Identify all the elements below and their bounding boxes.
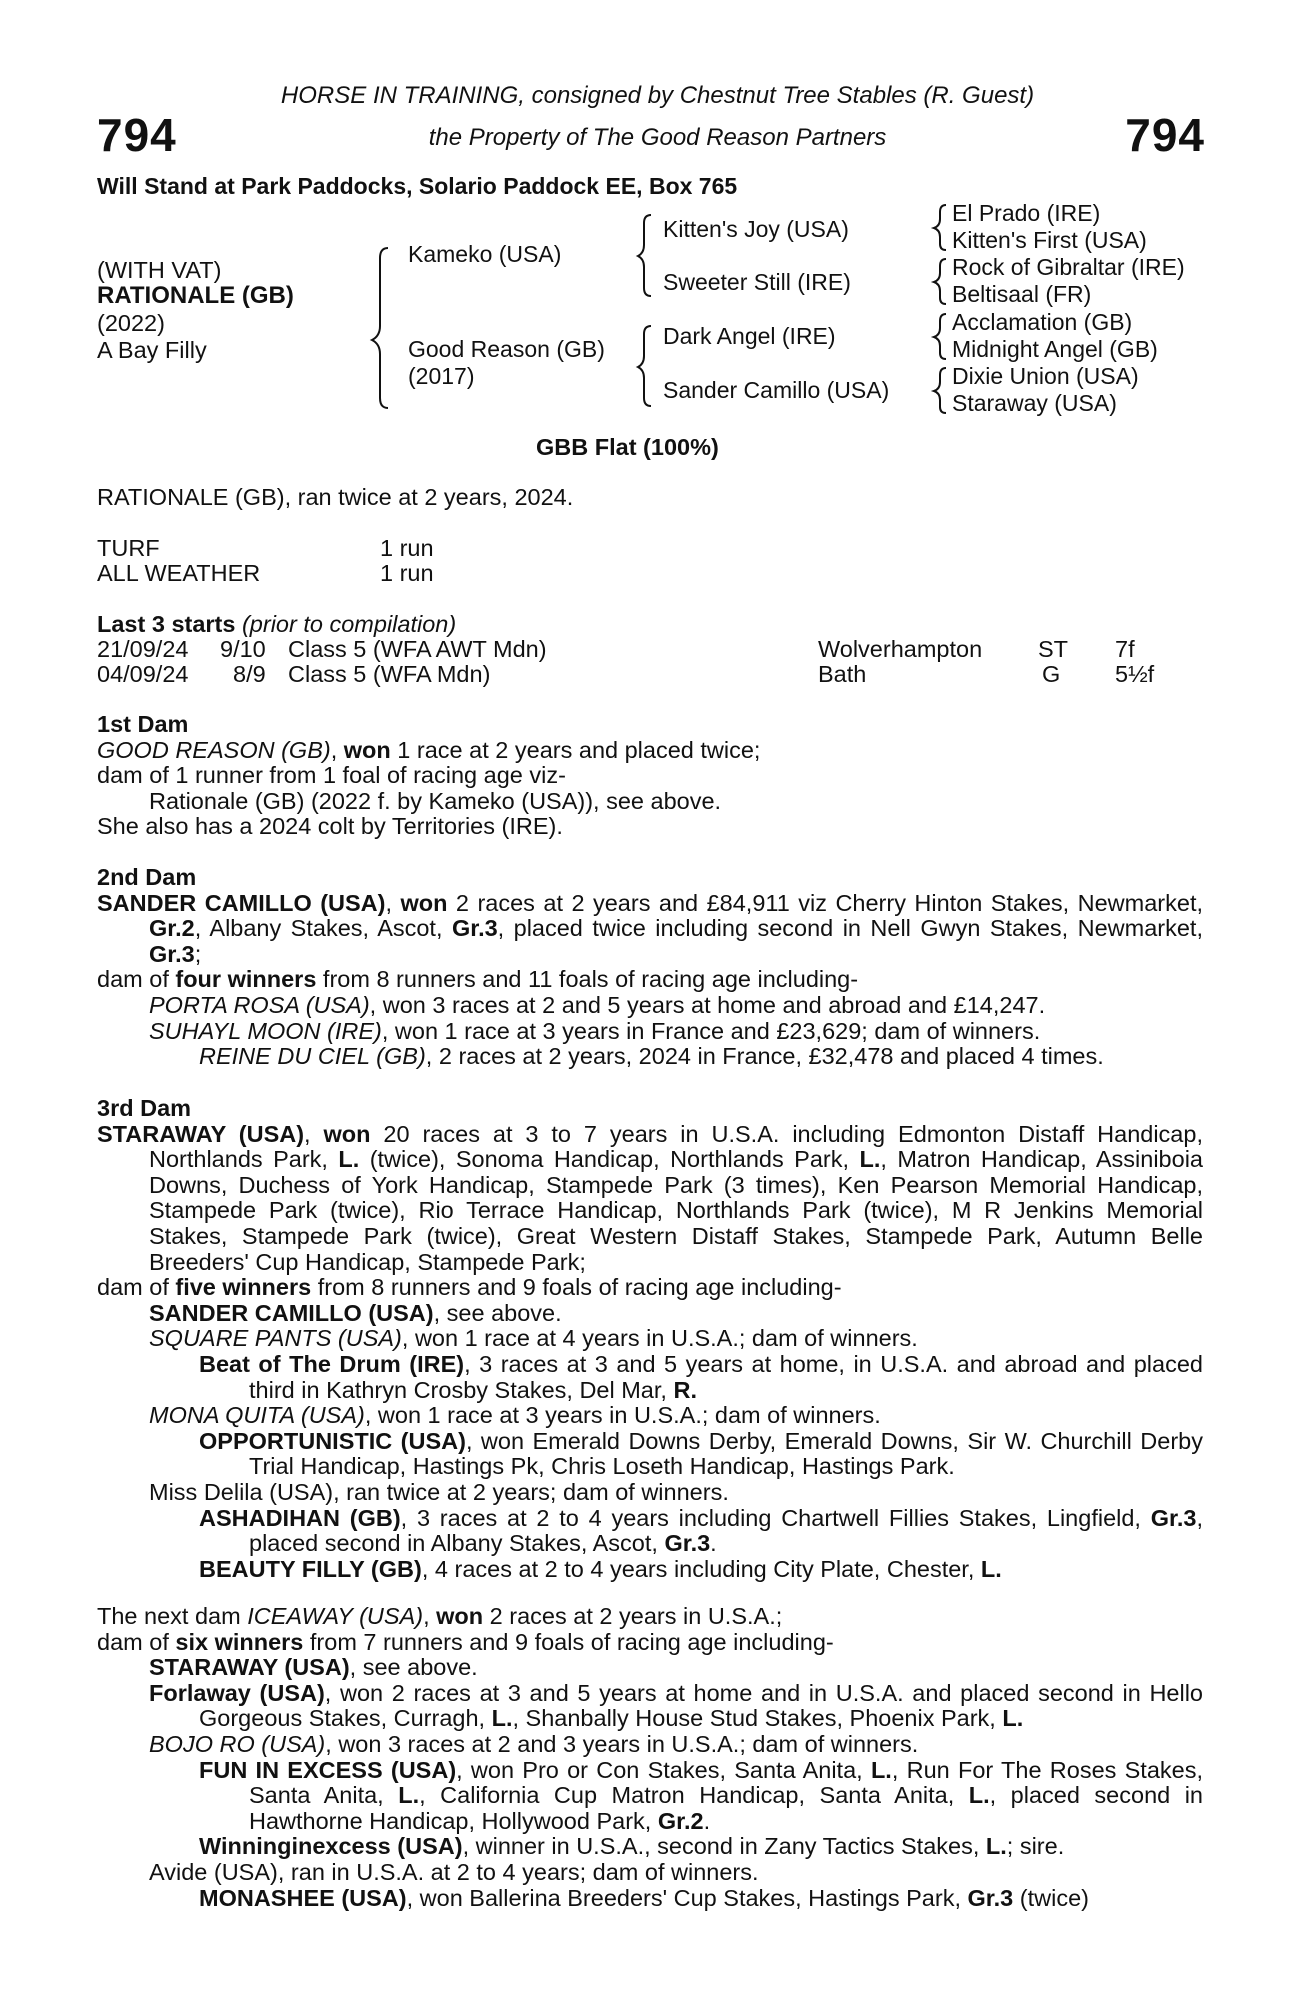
first-dam-section xyxy=(97,712,1203,840)
dam-of-text: from 7 runners and 9 foals of racing age including- xyxy=(303,1628,834,1655)
next-dam-produce-1 xyxy=(97,1655,1203,1681)
produce-text: , 2 races at 2 years, 2024 in France, £32,478 and placed 4 times. xyxy=(425,1043,1104,1070)
surface-turf-label: TURF xyxy=(97,535,160,561)
produce-text: , see above. xyxy=(433,1299,562,1326)
second-dam-produce-2 xyxy=(97,1019,1203,1045)
third-dam-section xyxy=(97,1096,1203,1582)
next-dam-produce-4a xyxy=(97,1886,1203,1912)
first-dam-line1: GOOD REASON (GB), won 1 race at 2 years and placed twice; xyxy=(97,736,761,763)
first-dam-won: won xyxy=(343,736,391,763)
grade-badge: L. xyxy=(870,1756,892,1783)
produce-text: , winner in U.S.A., second in Zany Tactics Stakes, xyxy=(462,1833,986,1860)
next-dam-produce-2 xyxy=(97,1681,1203,1732)
second-dam-won: won xyxy=(400,889,448,916)
start-dist-2: 5½f xyxy=(1115,661,1155,687)
produce-name: ASHADIHAN (GB) xyxy=(199,1504,401,1531)
start-course-2: Bath xyxy=(818,661,867,687)
grade-badge: L. xyxy=(859,1146,881,1173)
next-dam-name: ICEAWAY (USA) xyxy=(247,1603,424,1629)
third-dam-produce xyxy=(97,1275,1203,1301)
third-dam-produce-3 xyxy=(97,1403,1203,1429)
grade-badge: L. xyxy=(968,1782,990,1809)
grade-badge: L. xyxy=(985,1833,1007,1860)
produce-name: MONA QUITA (USA) xyxy=(149,1402,365,1429)
second-dam-produce xyxy=(97,967,1203,993)
produce-name: SUHAYL MOON (IRE) xyxy=(149,1017,382,1044)
grade-badge: R. xyxy=(673,1376,697,1403)
pedigree-sds: Rock of Gibraltar (IRE) xyxy=(952,254,1185,280)
grade-badge: Gr.3 xyxy=(451,915,498,942)
stand-location: Will Stand at Park Paddocks, Solario Paddock EE, Box 765 xyxy=(97,173,738,199)
grade-badge: Gr.3 xyxy=(967,1884,1014,1911)
property-line: the Property of The Good Reason Partners xyxy=(428,124,887,151)
first-dam-line4: She also has a 2024 colt by Territories (IRE). xyxy=(97,813,563,840)
produce-name: REINE DU CIEL (GB) xyxy=(199,1043,426,1070)
produce-name: Forlaway (USA) xyxy=(149,1679,325,1706)
surface-aw-value: 1 run xyxy=(380,560,434,586)
grade-badge: Gr.2 xyxy=(657,1807,704,1834)
grade-badge: Gr.2 xyxy=(149,915,195,942)
produce-name: FUN IN EXCESS (USA) xyxy=(199,1756,457,1783)
third-dam-name: STARAWAY (USA) xyxy=(97,1120,305,1147)
surface-turf-value: 1 run xyxy=(380,535,434,561)
second-dam-heading: 2nd Dam xyxy=(97,864,197,890)
grade-badge: L. xyxy=(398,1782,420,1809)
dam-of-text: from 8 runners and 11 foals of racing age including- xyxy=(316,966,859,993)
start-going-2: G xyxy=(1042,661,1061,687)
winners-count: four winners xyxy=(175,966,317,993)
produce-text: , won 3 races at 2 and 3 years in U.S.A.; dam of winners. xyxy=(325,1730,919,1757)
grade-badge: L. xyxy=(338,1146,360,1173)
produce-name: SQUARE PANTS (USA) xyxy=(149,1325,402,1352)
pedigree-dds: Dixie Union (USA) xyxy=(952,363,1139,389)
grade-badge: Gr.3 xyxy=(1150,1504,1197,1531)
third-dam-text2: (twice), Sonoma Handicap, Northlands Park, xyxy=(359,1146,860,1173)
first-dam-name: GOOD REASON (GB) xyxy=(97,736,331,763)
winners-count: five winners xyxy=(175,1274,312,1301)
produce-text: , placed second in Hawthorne Handicap, Hollywood Park, xyxy=(249,1782,1204,1834)
third-dam-text1: 20 races at 3 to 7 years in U.S.A. including Edmonton Distaff Handicap, Northlands Park, xyxy=(149,1120,1203,1173)
produce-name: PORTA ROSA (USA) xyxy=(149,991,370,1018)
produce-text: , won 2 races at 3 and 5 years at home and in U.S.A. and placed second in Hello Gorgeous Stakes, Curragh, xyxy=(199,1679,1203,1732)
first-dam-line2: dam of 1 runner from 1 foal of racing age viz- xyxy=(97,762,566,789)
third-dam-produce-4b xyxy=(97,1557,1203,1583)
start-dist-1: 7f xyxy=(1115,636,1135,662)
produce-name: Winninginexcess (USA) xyxy=(199,1833,463,1860)
pedigree-dss: Acclamation (GB) xyxy=(952,309,1133,335)
produce-text: , placed second in Albany Stakes, Ascot, xyxy=(249,1504,1203,1557)
pedigree-sire-dam: Sweeter Still (IRE) xyxy=(663,269,851,295)
next-dam-produce-4: Avide (USA), ran in U.S.A. at 2 to 4 years; dam of winners. xyxy=(149,1858,759,1885)
lot-number-left: 794 xyxy=(97,109,177,161)
produce-name: STARAWAY (USA) xyxy=(149,1654,350,1681)
third-dam-produce-2 xyxy=(97,1326,1203,1352)
second-dam-text3: , placed twice including second in Nell Gwyn Stakes, Newmarket, xyxy=(497,915,1203,942)
produce-text: , won 1 race at 4 years in U.S.A.; dam of winners. xyxy=(401,1325,918,1352)
produce-text: , 4 races at 2 to 4 years including City Plate, Chester, xyxy=(421,1555,981,1582)
third-dam-produce-1 xyxy=(97,1301,1203,1327)
produce-text: , won 3 races at 2 and 5 years at home and abroad and £14,247. xyxy=(369,991,1046,1018)
dam-of-text: dam of xyxy=(97,1274,176,1301)
grade-badge: L. xyxy=(491,1705,513,1732)
second-dam-text1: 2 races at 2 years and £84,911 viz Cherry Hinton Stakes, Newmarket, xyxy=(447,889,1204,916)
third-dam-won: won xyxy=(323,1120,371,1147)
produce-text: , won Pro or Con Stakes, Santa Anita, xyxy=(456,1756,871,1783)
produce-text: ; sire. xyxy=(1006,1833,1065,1860)
second-dam-text4: ; xyxy=(194,940,202,967)
second-dam-produce-1 xyxy=(97,993,1203,1019)
produce-text: , Run For The Roses Stakes, Santa Anita, xyxy=(249,1756,1204,1809)
last-starts-note: (prior to compilation) xyxy=(241,611,457,637)
produce-text: , won 1 race at 3 years in U.S.A.; dam of winners. xyxy=(364,1402,881,1429)
produce-text: , Shanbally House Stud Stakes, Phoenix Park, xyxy=(512,1705,1003,1732)
pedigree-dam-year: (2017) xyxy=(408,363,475,389)
produce-name: SANDER CAMILLO (USA) xyxy=(149,1299,434,1326)
third-dam-heading: 3rd Dam xyxy=(97,1095,192,1121)
next-dam-produce-3 xyxy=(97,1732,1203,1758)
produce-name: BEAUTY FILLY (GB) xyxy=(199,1555,422,1582)
produce-text: , won 1 race at 3 years in France and £23,629; dam of winners. xyxy=(381,1017,1041,1044)
start-date-2: 04/09/24 xyxy=(97,661,189,687)
dam-of-text: from 8 runners and 9 foals of racing age including- xyxy=(311,1274,842,1301)
horse-description: A Bay Filly xyxy=(97,337,207,363)
first-dam-line3: Rationale (GB) (2022 f. by Kameko (USA)), see above. xyxy=(149,787,722,814)
third-dam-text3: , Matron Handicap, Assiniboia Downs, Duchess of York Handicap, Stampede Park (3 times), Ken Pearson Memorial Handicap, Stampede Park (twice), Rio Terrace Handicap, Northlands Park (twice), M R Jenkins Memorial Stakes, Stampede Park (twice), Great Western Distaff Stakes, Stampede Park, Autumn Belle Breeders' Cup Handicap, Stampede Park; xyxy=(149,1146,1203,1275)
second-dam-name: SANDER CAMILLO (USA) xyxy=(97,889,386,916)
next-dam-produce xyxy=(97,1630,1203,1656)
produce-name: BOJO RO (USA) xyxy=(149,1730,326,1757)
second-dam-section xyxy=(97,865,1203,1070)
produce-text: , won Emerald Downs Derby, Emerald Downs, Sir W. Churchill Derby Trial Handicap, Hastings Pk, Chris Loseth Handicap, Hastings Park. xyxy=(249,1427,1203,1480)
consignor-line: HORSE IN TRAINING, consigned by Chestnut Tree Stables (R. Guest) xyxy=(280,82,1035,109)
start-course-1: Wolverhampton xyxy=(818,636,983,662)
grade-badge: L. xyxy=(980,1555,1002,1582)
pedigree-dam-sire: Dark Angel (IRE) xyxy=(663,323,836,349)
next-dam-intro: The next dam xyxy=(97,1603,248,1629)
pedigree-sire: Kameko (USA) xyxy=(408,241,562,267)
last-starts-title: Last 3 starts xyxy=(97,611,236,637)
vat-note: (WITH VAT) xyxy=(97,257,222,283)
produce-text: , won Ballerina Breeders' Cup Stakes, Hastings Park, xyxy=(406,1884,968,1911)
produce-text: , 3 races at 3 and 5 years at home, in U.S.A. and abroad and placed third in Kathryn Crosby Stakes, Del Mar, xyxy=(249,1350,1203,1403)
produce-name: Beat of The Drum (IRE) xyxy=(199,1350,465,1377)
pedigree-sire-sire: Kitten's Joy (USA) xyxy=(663,216,849,242)
next-dam-produce-3b xyxy=(97,1834,1203,1860)
grade-badge: Gr.3 xyxy=(664,1530,711,1557)
pedigree-ssd: Kitten's First (USA) xyxy=(952,227,1147,253)
pedigree-ddd: Staraway (USA) xyxy=(952,390,1117,416)
pedigree-dam: Good Reason (GB) xyxy=(408,336,605,362)
next-dam-produce-3a xyxy=(97,1758,1203,1835)
start-race-1: Class 5 (WFA AWT Mdn) xyxy=(288,636,547,662)
start-pos-1: 9/10 xyxy=(220,636,266,662)
start-going-1: ST xyxy=(1038,636,1069,662)
start-race-2: Class 5 (WFA Mdn) xyxy=(288,661,491,687)
horse-name: RATIONALE (GB) xyxy=(97,282,294,309)
surface-aw-label: ALL WEATHER xyxy=(97,560,261,586)
lot-number-right: 794 xyxy=(1125,109,1205,161)
grade-badge: Gr.3 xyxy=(149,940,195,967)
second-dam-record: SANDER CAMILLO (USA), won 2 races at 2 years and £84,911 viz Cherry Hinton Stakes, Newmarket, Gr.2, Albany Stakes, Ascot, Gr.3, placed twice including second in Nell Gwyn Stakes, Newmarket, Gr.3; xyxy=(97,889,1204,967)
next-dam-section xyxy=(97,1604,1203,1911)
start-date-1: 21/09/24 xyxy=(97,636,189,662)
winners-count: six winners xyxy=(175,1628,304,1655)
produce-name: OPPORTUNISTIC (USA) xyxy=(199,1427,466,1454)
start-pos-2: 8/9 xyxy=(233,661,266,687)
third-dam-produce-3a xyxy=(97,1429,1203,1480)
next-dam-text: 2 races at 2 years in U.S.A.; xyxy=(483,1603,783,1629)
produce-text: (twice) xyxy=(1013,1884,1089,1911)
third-dam-record: STARAWAY (USA), won 20 races at 3 to 7 years in U.S.A. including Edmonton Distaff Handicap, Northlands Park, L. (twice), Sonoma Handicap, Northlands Park, L., Matron Handicap, Assiniboia Downs, Duchess of York Handicap, Stampede Park (3 times), Ken Pearson Memorial Handicap, Stampede Park (twice), Rio Terrace Handicap, Northlands Park (twice), M R Jenkins Memorial Stakes, Stampede Park (twice), Great Western Distaff Stakes, Stampede Park, Autumn Belle Breeders' Cup Handicap, Stampede Park; xyxy=(97,1120,1203,1275)
grade-badge: L. xyxy=(1002,1705,1024,1732)
dam-of-text: dam of xyxy=(97,1628,176,1655)
horse-year: (2022) xyxy=(97,310,165,336)
produce-text: , California Cup Matron Handicap, Santa Anita, xyxy=(419,1782,969,1809)
pedigree-dam-dam: Sander Camillo (USA) xyxy=(663,377,890,403)
first-dam-text: 1 race at 2 years and placed twice; xyxy=(390,736,761,763)
eligibility: GBB Flat (100%) xyxy=(536,434,719,460)
produce-text: , see above. xyxy=(349,1654,478,1681)
pedigree-dsd: Midnight Angel (GB) xyxy=(952,336,1158,362)
produce-text: . xyxy=(703,1807,711,1834)
second-dam-text2: , Albany Stakes, Ascot, xyxy=(194,915,452,942)
pedigree-sss: El Prado (IRE) xyxy=(952,200,1101,226)
produce-text: , 3 races at 2 to 4 years including Chartwell Fillies Stakes, Lingfield, xyxy=(400,1504,1151,1531)
dam-of-text: dam of xyxy=(97,966,176,993)
pedigree-sdd: Beltisaal (FR) xyxy=(952,281,1092,307)
third-dam-produce-4: Miss Delila (USA), ran twice at 2 years; dam of winners. xyxy=(149,1478,729,1505)
third-dam-produce-2a xyxy=(97,1352,1203,1403)
second-dam-produce-2a xyxy=(97,1044,1203,1070)
next-dam-record: The next dam ICEAWAY (USA), won 2 races at 2 years in U.S.A.; xyxy=(97,1603,783,1629)
third-dam-produce-4a xyxy=(97,1506,1203,1557)
produce-text: . xyxy=(710,1530,717,1557)
next-dam-won: won xyxy=(436,1603,484,1629)
race-summary: RATIONALE (GB), ran twice at 2 years, 2024. xyxy=(97,484,574,510)
produce-name: MONASHEE (USA) xyxy=(199,1884,407,1911)
first-dam-heading: 1st Dam xyxy=(97,711,189,737)
last-starts-heading xyxy=(97,611,456,637)
